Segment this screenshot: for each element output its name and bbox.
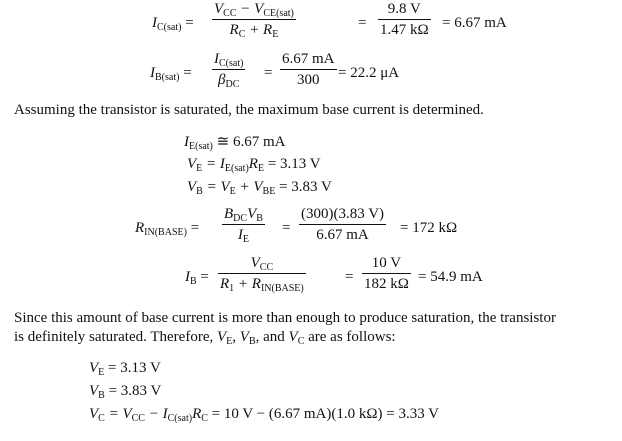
- paragraph-1: Assuming the transistor is saturated, the maximum base current is determined.: [14, 102, 484, 118]
- fraction-values: 10 V 182 kΩ: [364, 255, 409, 292]
- fraction-values: 6.67 mA 300: [282, 51, 335, 88]
- result-vc: $V_C = V_{CC} - I_{C(sat)}R_C = 10$ V − (6.67 mA)(1.0 kΩ) = 3.33 V: [89, 406, 440, 424]
- eq-ie-sat: $I_{E(sat)}$ ≅ 6.67 mA: [184, 134, 286, 152]
- paragraph-3: is definitely saturated. Therefore, $V_E$, $V_B$, and $V_C$ are as follows:: [14, 329, 396, 347]
- result-ve: $V_E = 3.13$ V: [89, 360, 161, 378]
- eq-ve: $V_E = I_{E(sat)}R_E = 3.13$ V: [187, 156, 321, 174]
- fraction: $I_{C(sat)}$ $\beta_{DC}$: [214, 51, 244, 90]
- fraction: $V_{CC} - V_{CE(sat)}$ $R_C + R_E$: [214, 1, 294, 40]
- fraction-values: 9.8 V 1.47 kΩ: [380, 1, 429, 38]
- paragraph-2: Since this amount of base current is more than enough to produce saturation, the transistor: [14, 310, 556, 326]
- eq-vb: $V_B = V_E + V_{BE} = 3.83$ V: [187, 179, 332, 197]
- result-vb: $V_B = 3.83$ V: [89, 383, 162, 401]
- fraction: $V_{CC}$ $R_1 + R_{IN(BASE)}$: [220, 255, 304, 294]
- fraction: $B_{DC}V_B$ $I_E$: [224, 206, 263, 245]
- fraction-values: (300)(3.83 V) 6.67 mA: [301, 206, 385, 243]
